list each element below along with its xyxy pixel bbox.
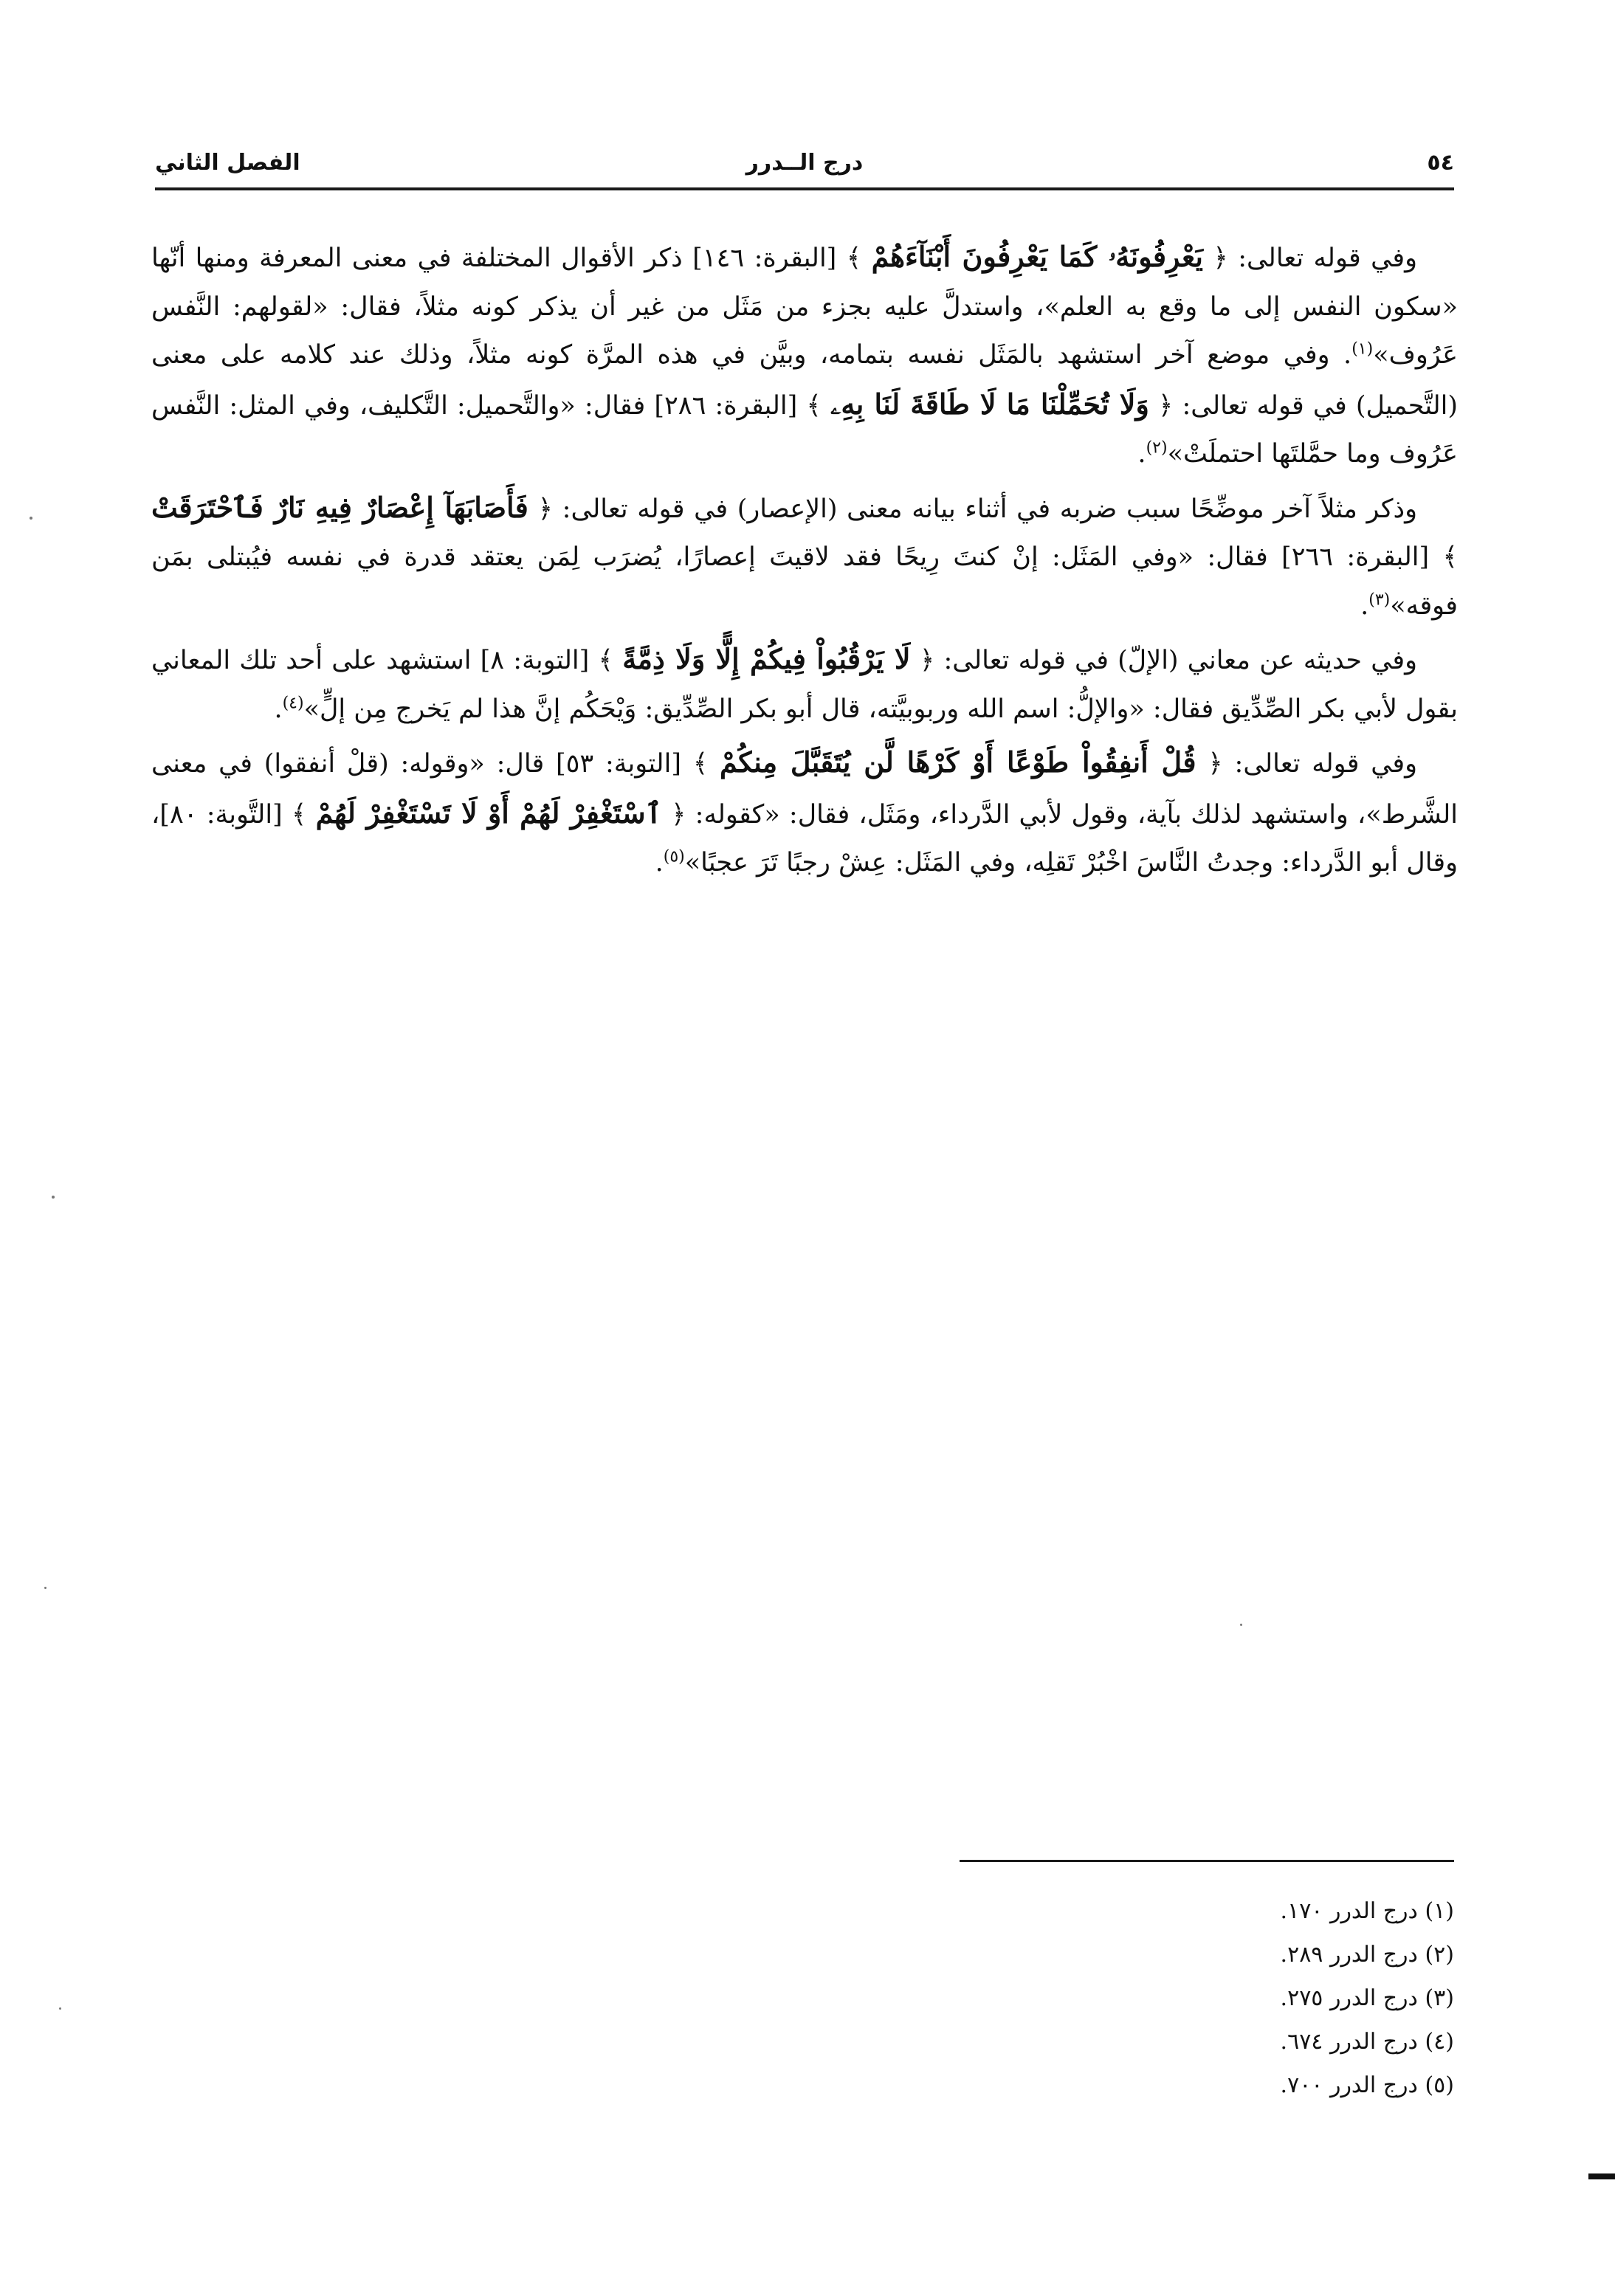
- quran-quote: قُلْ أَنفِقُواْ طَوْعًا أَوْ كَرْهًا لَّن يُتَقَبَّلَ مِنكُمْ: [719, 745, 1196, 779]
- text-run: . وفي موضع آخر استشهد بالمَثَل نفسه بتمامه، وبيَّن في هذه المرَّة كونه مثلاً، وذلك عند كلامه على معنى (التَّحميل) في قوله تعالى: ﴿: [151, 340, 1459, 421]
- text-run: وذكر مثلاً آخر موضِّحًا سبب ضربه في أثناء بيانه معنى (الإعصار) في قوله تعالى: ﴿: [528, 494, 1418, 524]
- footnote: (١) درج الدرر ١٧٠.: [1280, 1898, 1454, 1924]
- footnote-separator: [960, 1860, 1454, 1862]
- quran-quote: يَعْرِفُونَهُۥ كَمَا يَعْرِفُونَ أَبْنَآءَهُمْ: [871, 240, 1203, 273]
- header-rule: [155, 187, 1454, 190]
- text-run: .: [274, 694, 283, 724]
- quran-quote: ٱسْتَغْفِرْ لَهُمْ أَوْ لَا تَسْتَغْفِرْ لَهُمْ: [315, 796, 662, 830]
- text-run: وفي قوله تعالى: ﴿: [1196, 749, 1417, 779]
- footnote: (٤) درج الدرر ٦٧٤.: [1280, 2029, 1454, 2055]
- footnote-ref: (٣): [1368, 590, 1391, 609]
- body-paragraph: [151, 738, 1458, 888]
- scan-speck: [59, 2007, 61, 2010]
- footnotes: [960, 1889, 1454, 2107]
- body-paragraph: [151, 635, 1458, 734]
- scan-speck: [52, 1196, 55, 1199]
- body-paragraph: [151, 483, 1458, 631]
- body-text: [151, 232, 1458, 892]
- footnote-ref: (٤): [282, 693, 304, 712]
- chapter-title: الفصل الثاني: [155, 150, 300, 176]
- footnote: (٢) درج الدرر ٢٨٩.: [1280, 1942, 1454, 1968]
- scan-speck: [44, 1587, 47, 1589]
- quran-quote: لَا يَرْقُبُواْ فِيكُمْ إِلًّا وَلَا ذِمَّةً: [622, 642, 911, 675]
- text-run: ﴾ [البقرة: ٢٦٦] فقال: «وفي المَثَل: إنْ كنتَ رِيحًا فقد لاقيتَ إعصارًا، يُضرَب لِمَن يعتقد قدرة في نفسه فيُبتلى بمَن فوقه»: [151, 542, 1458, 621]
- quran-quote: وَلَا تُحَمِّلْنَا مَا لَا طَاقَةَ لَنَا بِهِۦ: [830, 387, 1149, 421]
- edge-mark: [1588, 2173, 1615, 2179]
- page-number: ٥٤: [1427, 150, 1454, 176]
- footnote-ref: (٥): [663, 847, 685, 866]
- text-run: ﴾ [البقرة: ٢٨٦] فقال: «والتَّحميل: التَّكليف، وفي المثل: النَّفس عَرُوف وما حمَّلتَها احتملَتْ»: [151, 390, 1458, 469]
- footnote: (٣) درج الدرر ٢٧٥.: [1280, 1985, 1454, 2011]
- text-run: ﴾ [التوبة: ٥٣] قال: «وقوله: (قلْ أنفقوا) في معنى الشَّرط»، واستشهد لذلك بآية، وقول لأبي الدَّرداء، ومَثَل، فقال: «كقوله: ﴿: [151, 749, 1458, 830]
- text-run: ﴾ [البقرة: ١٤٦] ذكر الأقوال المختلفة في معنى المعرفة ومنها أنّها «سكون النفس إلى ما وقع به العلم»، واستدلَّ عليه بجزء من مَثَل من غير أن يذكر كونه مثلاً، فقال: «لقولهم: النَّفس عَرُوف»: [151, 244, 1458, 370]
- body-paragraph: [151, 232, 1458, 479]
- text-run: ﴾ [التوبة: ٨] استشهد على أحد تلك المعاني بقول لأبي بكر الصِّدِّيق فقال: «والإلُّ: اسم الله وربوبيَّته، قال أبو بكر الصِّدِّيق: وَيْحَكُم إنَّ هذا لم يَخرج مِن إلٍّ»: [151, 646, 1458, 724]
- text-run: وفي قوله تعالى: ﴿: [1202, 244, 1417, 273]
- quran-quote: فَأَصَابَهَآ إِعْصَارٌ فِيهِ نَارٌ فَٱحْتَرَقَتْ: [151, 490, 528, 524]
- book-title: درج الــدرر: [745, 150, 864, 176]
- text-run: .: [1360, 590, 1369, 621]
- running-header: [155, 145, 1454, 187]
- text-run: وفي حديثه عن معاني (الإلّ) في قوله تعالى: ﴿: [910, 646, 1417, 675]
- footnote-ref: (٢): [1146, 438, 1168, 458]
- text-run: .: [655, 848, 664, 878]
- footnote-ref: (١): [1351, 339, 1374, 359]
- footnote: (٥) درج الدرر ٧٠٠.: [1280, 2072, 1454, 2098]
- scan-speck: [30, 517, 32, 520]
- scan-speck: [1240, 1624, 1242, 1626]
- text-run: ﴾ [التَّوبة: ٨٠]، وقال أبو الدَّرداء: وجدتُ النَّاسَ اخْبُرْ تَقلِه، وفي المَثَل: عِشْ رجبًا تَرَ عجبًا»: [151, 799, 1458, 878]
- text-run: .: [1137, 439, 1146, 469]
